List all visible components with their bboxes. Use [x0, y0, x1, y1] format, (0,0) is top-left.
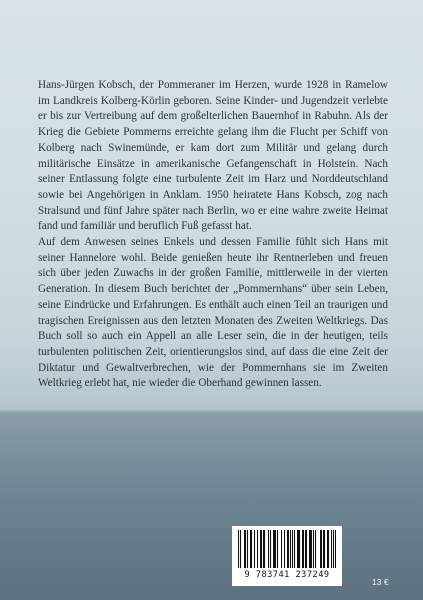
barcode-bar	[264, 530, 265, 568]
barcode-bar	[250, 530, 251, 568]
barcode-bar	[287, 530, 288, 568]
barcode-bar	[281, 530, 282, 568]
barcode-bar	[245, 530, 246, 568]
barcode-bar	[290, 530, 291, 568]
barcode-bar	[247, 530, 248, 568]
barcode-bar	[303, 530, 304, 568]
isbn-number: 9 783741 237249	[244, 570, 330, 580]
barcode-bar	[261, 530, 262, 568]
barcode-bar	[333, 530, 334, 568]
barcode-bar	[257, 530, 258, 568]
barcode-bar	[327, 530, 328, 568]
barcode-bar	[315, 530, 316, 568]
price-label: 13 €	[372, 577, 389, 587]
barcode-bar	[297, 530, 298, 568]
barcode-bar	[275, 530, 276, 568]
barcode-bar	[299, 530, 300, 568]
barcode-bar	[294, 530, 295, 568]
barcode-bar	[335, 530, 336, 568]
barcode-bar	[260, 530, 261, 568]
barcode-bar	[273, 530, 274, 568]
barcode-bar	[238, 530, 239, 568]
barcode-bar	[310, 530, 311, 568]
barcode-bar	[305, 530, 306, 568]
barcode-bar	[277, 530, 278, 568]
barcode-bar	[292, 530, 293, 568]
barcode-bar	[284, 530, 285, 568]
barcode-bar	[324, 530, 325, 568]
isbn-barcode	[232, 526, 342, 586]
barcode-bar	[306, 530, 307, 568]
barcode-bar	[251, 530, 252, 568]
barcode-bar	[309, 530, 310, 568]
barcode-bar	[328, 530, 329, 568]
barcode-bar	[263, 530, 264, 568]
barcode-bar	[268, 530, 269, 568]
cover-blurb	[38, 78, 388, 392]
barcode-bar	[320, 530, 321, 568]
barcode-bar	[331, 530, 332, 568]
barcode-bars	[238, 530, 336, 568]
barcode-bar	[270, 530, 271, 568]
barcode-bar	[313, 530, 314, 568]
barcode-bar	[254, 530, 255, 568]
blurb-paragraph-1: Hans-Jürgen Kobsch, der Pommeraner im Herzen, wurde 1928 in Ramelow im Landkreis Kolberg-Körlin geboren. Seine Kinder- und Jugendzeit verlebte er bis zur Vertreibung auf dem großelterlichen Bauernhof in Rabuhn. Als der Krieg die Gebiete Pommerns erreichte gelang ihm die Flucht per Schiff von Kolberg nach Swinemünde, er kam dort zum Militär und gelang durch militärische Einsätze in amerikanische Gefangenschaft in Holstein. Nach seiner Entlassung folgte eine turbulente Zeit im Harz und Norddeutschland sowie bei Angehörigen in Anklam. 1950 heiratete Hans Kobsch, zog nach Stralsund und fünf Jahre später nach Berlin, wo er eine wahre zweite Heimat fand und familiär und beruflich Fuß gefasst hat.	[38, 79, 388, 233]
sea-background	[0, 412, 423, 600]
barcode-bar	[274, 530, 275, 568]
blurb-paragraph-2: Auf dem Anwesen seines Enkels und dessen Familie fühlt sich Hans mit seiner Hannelore wohl. Beide genießen heute ihr Rentnerleben und freuen sich über jeden Zuwachs in der großen Familie, mittlerweile in der vierten Generation. In diesem Buch berichtet der „Pommernhans“ über sein Leben, seine Eindrücke und Erfahrungen. Es enthält auch einen Teil an traurigen und tragischen Ereignissen aus den letzten Monaten des Zweiten Weltkriegs. Das Buch soll so auch ein Appell an alle Leser sein, die in der heutigen, teils turbulenten politischen Zeit, orientierungslos sind, auf dass die eine Zeit der Diktatur und Gewaltverbrechen, wie der Pommernhans sie im Zweiten Weltkrieg erlebt hat, nie wieder die Oberhand gewinnen lassen.	[38, 236, 388, 390]
barcode-bar	[323, 530, 324, 568]
barcode-bar	[240, 530, 241, 568]
barcode-bar	[298, 530, 299, 568]
barcode-bar	[288, 530, 289, 568]
barcode-bar	[302, 530, 303, 568]
barcode-bar	[321, 530, 322, 568]
barcode-bar	[244, 530, 245, 568]
barcode-bar	[311, 530, 312, 568]
